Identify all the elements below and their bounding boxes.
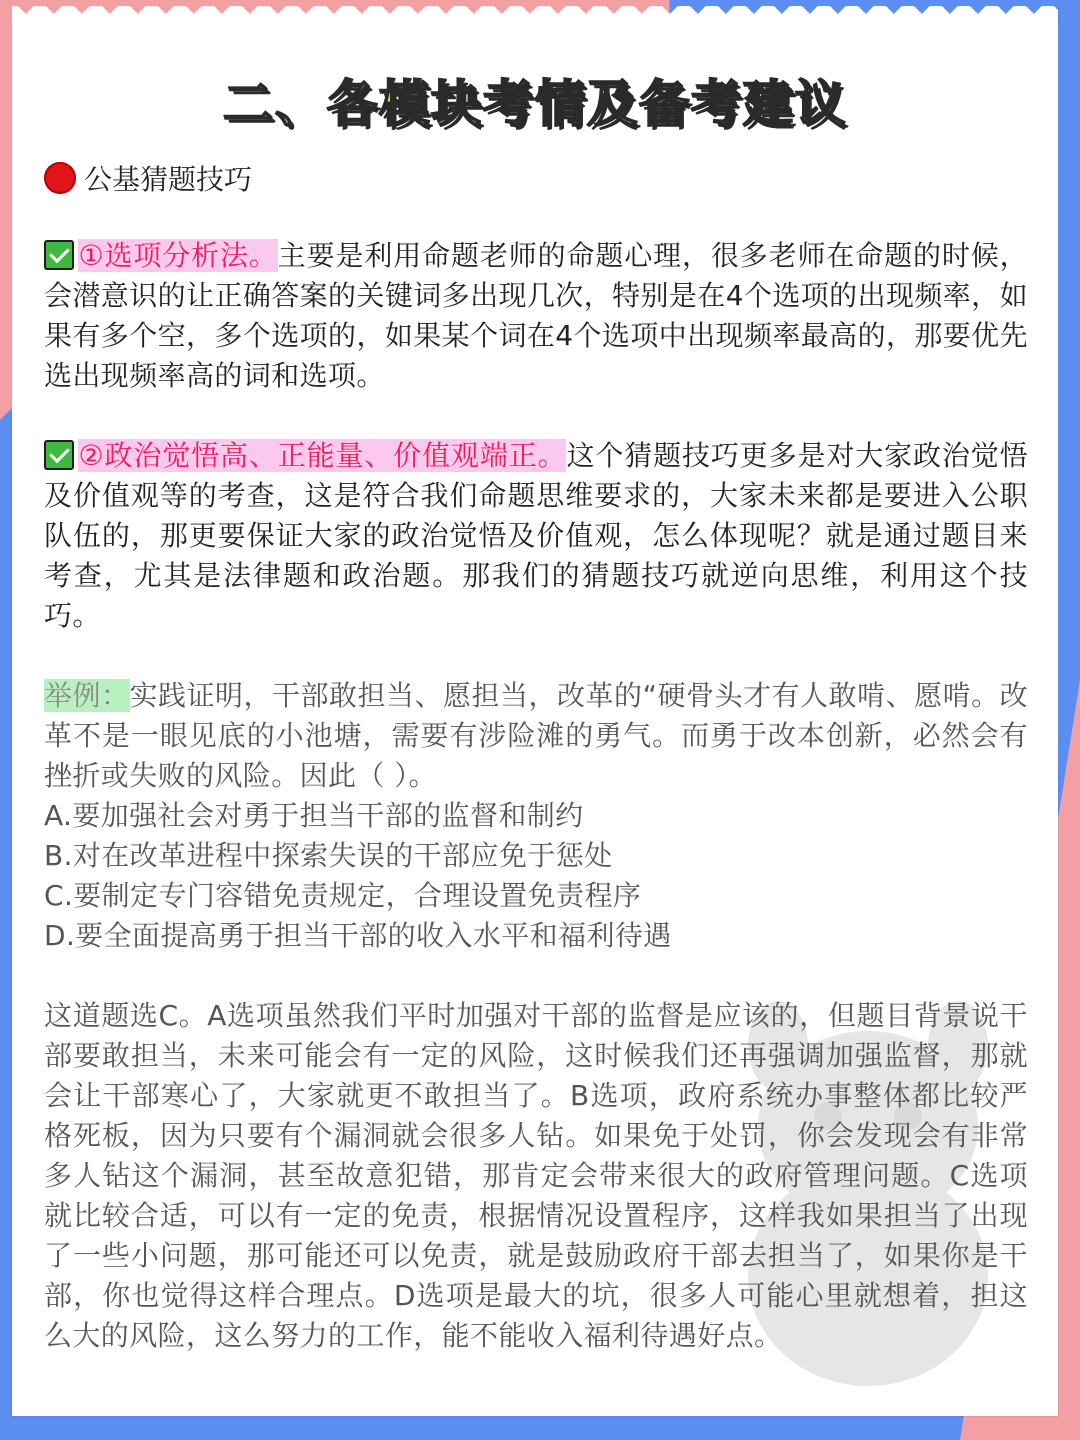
example-label: 举例： — [44, 679, 130, 712]
section-heading-text: 公基猜题技巧 — [84, 163, 253, 196]
tip-paragraph-2 — [44, 436, 1028, 636]
notebook-paper — [12, 20, 1058, 1416]
red-circle-icon — [44, 162, 76, 194]
content-area — [44, 158, 1028, 1356]
option-d: D.要全面提高勇于担当干部的收入水平和福利待遇 — [44, 919, 672, 952]
example-block — [44, 676, 1028, 956]
option-c: C.要制定专门容错免责规定，合理设置免责程序 — [44, 879, 642, 912]
section-heading — [44, 158, 1028, 198]
tip-2-text: 这个猜题技巧更多是对大家政治觉悟及价值观等的考查，这是符合我们命题思维要求的，大家未来都是要进入公职队伍的，那更要保证大家的政治觉悟及价值观，怎么体现呢？就是通过题目来考查，尤其是法律题和政治题。那我们的猜题技巧就逆向思维，利用这个技巧。 — [44, 439, 1029, 632]
example-question: 实践证明，干部敢担当、愿担当，改革的“硬骨头才有人敢啃、愿啃。改革不是一眼见底的小池塘，需要有涉险滩的勇气。而勇于改本创新，必然会有挫折或失败的风险。因此（ ）。 — [44, 679, 1029, 792]
tip-1-text: 主要是利用命题老师的命题心理，很多老师在命题的时候，会潜意识的让正确答案的关键词多出现几次，特别是在4个选项的出现频率，如果有多个空，多个选项的，如果某个词在4个选项中出现频率最高的，那要优先选出现频率高的词和选项。 — [44, 239, 1029, 392]
paper-zigzag-edge — [12, 6, 1058, 22]
option-a: A.要加强社会对勇于担当干部的监督和制约 — [44, 799, 584, 832]
tip-1-label: ①选项分析法。 — [78, 239, 278, 272]
tip-2-label: ②政治觉悟高、正能量、价值观端正。 — [78, 439, 567, 472]
check-box-icon — [44, 240, 74, 270]
page-title: 二、各模块考情及备考建议 — [223, 75, 847, 133]
answer-explanation: 这道题选C。A选项虽然我们平时加强对干部的监督是应该的，但题目背景说干部要敢担当，未来可能会有一定的风险，这时候我们还再强调加强监督，那就会让干部寒心了，大家就更不敢担当了。B选项，政府系统办事整体都比较严格死板，因为只要有个漏洞就会很多人钻。如果免于处罚，你会发现会有非常多人钻这个漏洞，甚至故意犯错，那肯定会带来很大的政府管理问题。C选项就比较合适，可以有一定的免责，根据情况设置程序，这样我如果担当了出现了一些小问题，那可能还可以免责，就是鼓励政府干部去担当了，如果你是干部，你也觉得这样合理点。D选项是最大的坑，很多人可能心里就想着，担这么大的风险，这么努力的工作，能不能收入福利待遇好点。 — [44, 999, 1028, 1352]
tip-paragraph-1 — [44, 236, 1028, 396]
check-box-icon — [44, 440, 74, 470]
option-b: B.对在改革进程中探索失误的干部应免于惩处 — [44, 839, 613, 872]
